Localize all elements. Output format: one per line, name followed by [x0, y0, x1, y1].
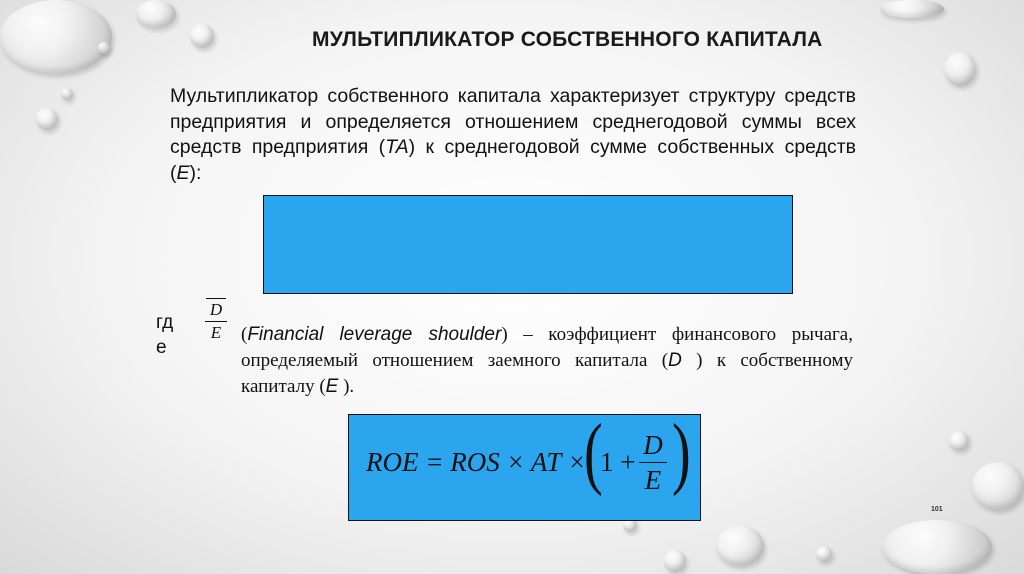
water-drop-decoration	[972, 462, 1024, 510]
def-text-part3: ).	[338, 376, 355, 397]
formula-fraction-numerator: D	[643, 430, 663, 460]
formula-right-paren: )	[671, 409, 691, 497]
formula-lhs: ROE = ROS × AT ×	[366, 447, 586, 477]
intro-text-part3: ):	[189, 161, 202, 184]
water-drop-decoration	[944, 52, 976, 86]
fraction-overline	[206, 298, 226, 299]
water-drop-decoration	[716, 526, 764, 566]
water-drop-decoration	[664, 550, 686, 572]
fraction-numerator: D	[209, 300, 223, 319]
intro-paragraph	[170, 84, 856, 186]
roe-formula	[348, 409, 699, 519]
formula-box-empty	[263, 195, 793, 294]
def-text-part1: ) – коэффициент финансового рычага, определяемый отношением заемного капитала (	[241, 324, 853, 371]
intro-e-symbol: E	[176, 161, 190, 184]
formula-one-plus: 1 +	[600, 447, 636, 477]
water-drop-decoration	[880, 0, 944, 18]
def-e-symbol: E	[325, 376, 339, 397]
def-text-part2: ) к собственному капиталу (	[241, 350, 853, 397]
slide-number: 101	[931, 506, 943, 513]
def-english-term: Financial leverage shoulder	[247, 324, 502, 345]
water-drop-decoration	[949, 431, 969, 451]
def-d-symbol: D	[668, 350, 682, 371]
leverage-definition	[241, 322, 853, 400]
slide-title: МУЛЬТИПЛИКАТОР СОБСТВЕННОГО КАПИТАЛА	[312, 28, 823, 51]
debt-equity-fraction	[203, 298, 229, 342]
fraction-bar	[205, 321, 227, 322]
intro-text-part2: ) к среднегодовой сумме собственных средств (	[170, 136, 856, 184]
water-drop-decoration	[816, 546, 832, 562]
water-drop-decoration	[36, 108, 58, 130]
intro-ta-symbol: TA	[385, 136, 409, 158]
water-drop-decoration	[98, 42, 110, 54]
intro-text-part1: Мультипликатор собственного капитала характеризует структуру средств предприятия и определяется отношением среднегодовой суммы всех средств предприятия (	[170, 85, 856, 158]
formula-fraction-denominator: E	[644, 465, 662, 495]
def-open-paren: (	[241, 324, 248, 345]
water-drop-decoration	[61, 88, 73, 100]
where-label-line1: гд	[156, 312, 174, 333]
where-label-line2: е	[156, 337, 167, 358]
where-label	[156, 310, 186, 360]
water-drop-decoration	[190, 24, 214, 48]
formula-left-paren: (	[583, 409, 603, 497]
water-drop-decoration	[0, 0, 112, 74]
water-drop-decoration	[882, 520, 992, 574]
water-drop-decoration	[136, 0, 176, 28]
formula-fraction	[638, 428, 668, 497]
fraction-denominator: E	[210, 323, 222, 342]
